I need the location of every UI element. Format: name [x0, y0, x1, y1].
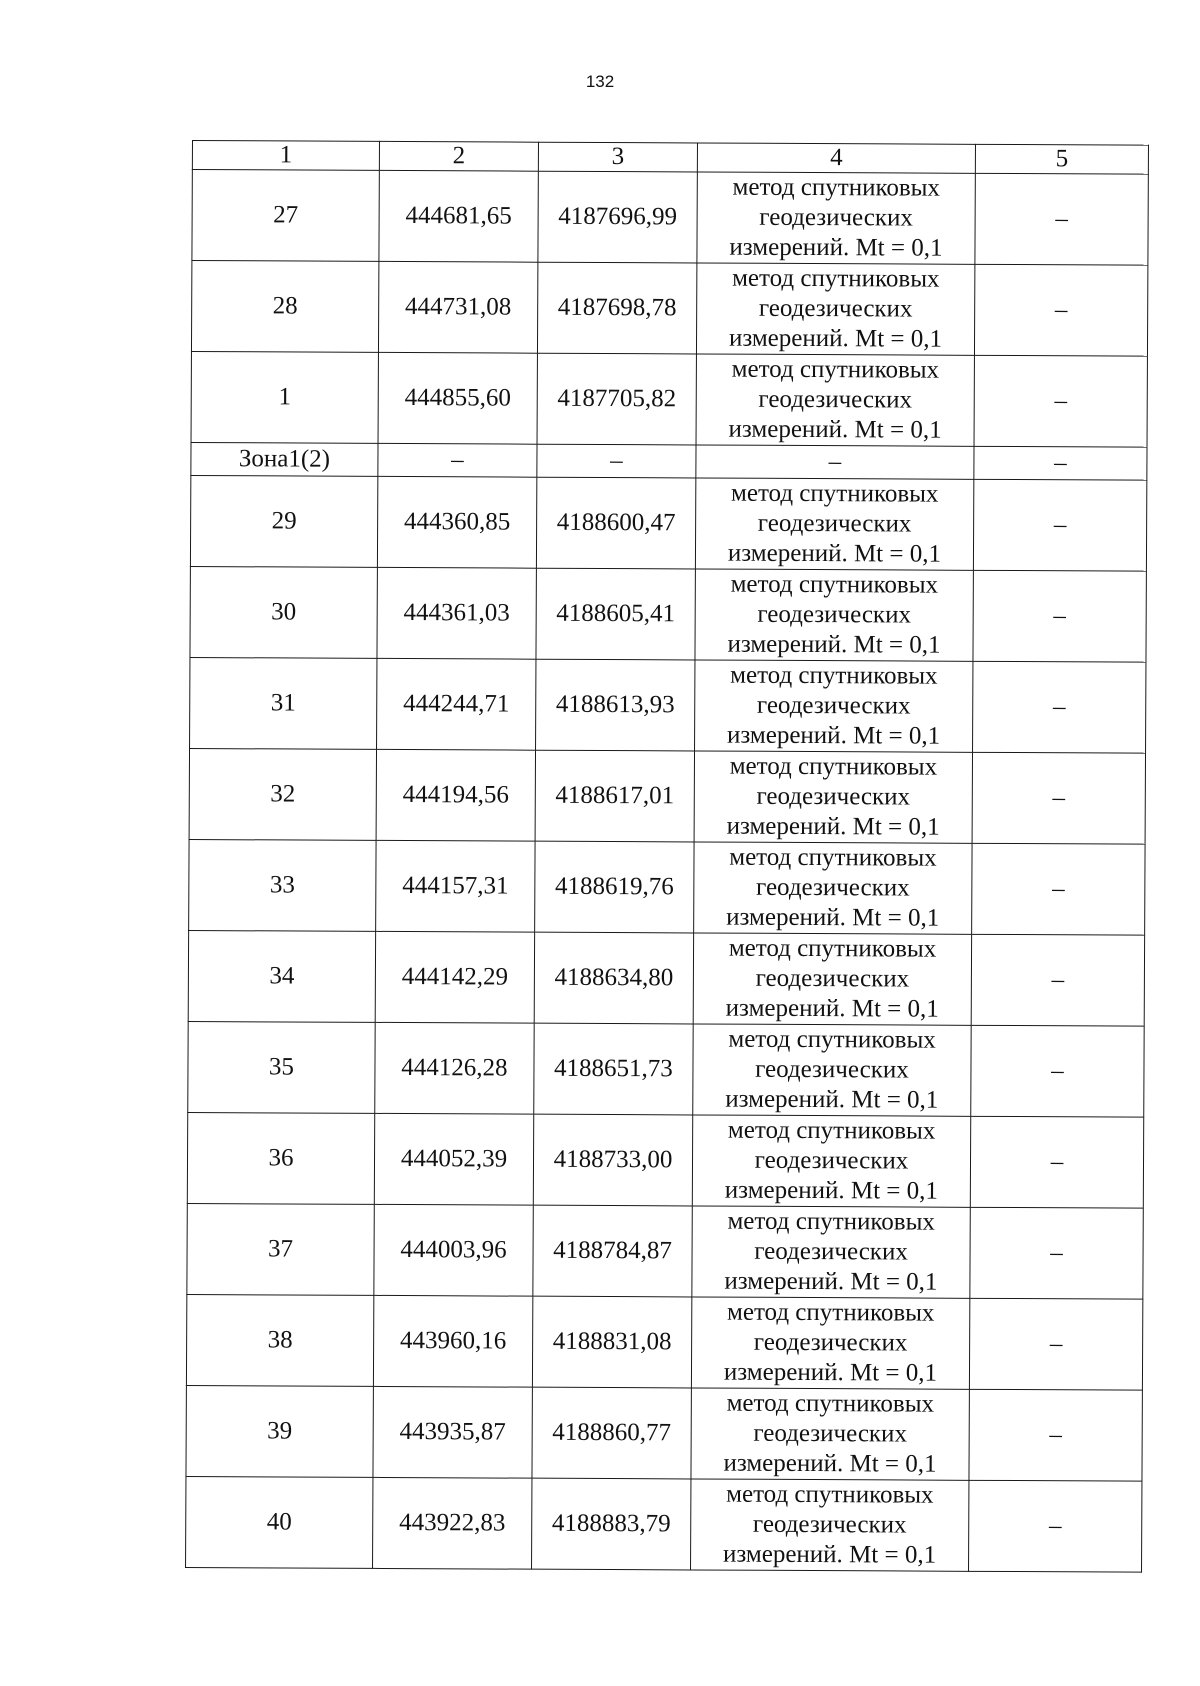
y-coordinate-cell: 4188617,01	[535, 750, 694, 842]
y-coordinate-cell: 4188651,73	[534, 1023, 693, 1115]
method-line: измерений. Mt = 0,1	[727, 539, 942, 568]
note-cell: –	[975, 173, 1148, 265]
y-coordinate-cell: 4188831,08	[532, 1296, 691, 1388]
point-number-cell: 39	[186, 1385, 373, 1477]
method-line: метод спутниковых	[732, 173, 941, 202]
method-cell	[691, 1479, 969, 1571]
method-line: геодезических	[757, 600, 912, 629]
method-line: метод спутниковых	[729, 752, 938, 781]
coordinates-table	[185, 140, 1149, 1573]
header-cell-1: 1	[192, 141, 379, 171]
method-cell	[697, 172, 975, 264]
method-cell	[693, 1024, 971, 1116]
table-row	[186, 1294, 1142, 1390]
x-coordinate-cell: 444855,60	[378, 352, 537, 444]
method-line: измерений. Mt = 0,1	[728, 324, 943, 353]
y-coordinate-cell: 4188613,93	[536, 659, 695, 751]
method-line: геодезических	[758, 385, 913, 414]
method-line: метод спутниковых	[727, 1116, 936, 1145]
method-line: геодезических	[758, 294, 913, 323]
note-cell: –	[970, 1207, 1143, 1299]
x-coordinate-cell: 444052,39	[374, 1113, 533, 1205]
header-cell-4: 4	[697, 143, 975, 173]
method-line: геодезических	[756, 782, 911, 811]
method-cell	[695, 478, 973, 570]
note-cell: –	[971, 934, 1144, 1026]
method-line: метод спутниковых	[727, 1298, 935, 1327]
x-coordinate-cell: 443922,83	[373, 1477, 532, 1569]
note-cell: –	[973, 661, 1146, 753]
y-coordinate-cell: 4187698,78	[537, 262, 696, 354]
method-line: геодезических	[754, 1237, 908, 1266]
x-coordinate-cell: 444731,08	[378, 261, 537, 353]
coordinates-table-body	[186, 141, 1149, 1573]
y-coordinate-cell: 4188784,87	[533, 1205, 692, 1297]
table-row	[186, 1385, 1142, 1481]
method-cell	[692, 1206, 970, 1298]
y-coordinate-cell: 4187696,99	[538, 171, 697, 263]
header-cell-2: 2	[379, 141, 538, 171]
x-coordinate-cell: 444244,71	[377, 658, 536, 750]
note-cell: –	[974, 264, 1147, 356]
zone-dash-cell: –	[378, 443, 537, 477]
method-line: измерений. Mt = 0,1	[722, 1540, 937, 1569]
table-row	[190, 657, 1146, 753]
x-coordinate-cell: 444003,96	[374, 1204, 533, 1296]
point-number-cell: 38	[186, 1294, 373, 1386]
zone-dash-cell: –	[696, 445, 974, 479]
note-cell: –	[969, 1298, 1142, 1390]
table-row	[186, 1476, 1142, 1572]
x-coordinate-cell: 444194,56	[376, 749, 535, 841]
method-line: измерений. Mt = 0,1	[728, 415, 942, 444]
note-cell: –	[969, 1389, 1142, 1481]
y-coordinate-cell: 4188600,47	[536, 477, 695, 569]
x-coordinate-cell: 444361,03	[377, 567, 536, 659]
zone-dash-cell: –	[537, 444, 696, 478]
point-number-cell: 31	[190, 657, 377, 749]
method-line: геодезических	[755, 1055, 909, 1084]
point-number-cell: 1	[191, 351, 378, 443]
table-row	[192, 170, 1148, 266]
method-line: геодезических	[753, 1328, 908, 1357]
point-number-cell: 29	[190, 475, 377, 567]
y-coordinate-cell: 4188883,79	[532, 1478, 691, 1570]
method-line: измерений. Mt = 0,1	[727, 630, 941, 659]
y-coordinate-cell: 4188619,76	[535, 841, 694, 933]
note-cell: –	[970, 1116, 1143, 1208]
point-number-cell: 33	[189, 839, 376, 931]
table-row	[189, 748, 1145, 844]
method-line: метод спутниковых	[730, 570, 939, 599]
table-row	[188, 1021, 1144, 1117]
note-cell: –	[971, 1025, 1144, 1117]
method-cell	[695, 660, 973, 752]
table-row	[190, 566, 1146, 662]
method-line: метод спутниковых	[732, 264, 940, 293]
table-header-row	[192, 141, 1148, 175]
method-cell	[696, 354, 974, 446]
x-coordinate-cell: 443960,16	[373, 1295, 532, 1387]
method-line: геодезических	[755, 873, 910, 902]
method-cell	[696, 263, 974, 355]
method-cell	[695, 569, 973, 661]
method-cell	[693, 933, 971, 1025]
table-row	[191, 261, 1147, 357]
method-line: геодезических	[753, 1419, 908, 1448]
note-cell: –	[973, 479, 1146, 571]
method-cell	[692, 1115, 970, 1207]
note-cell: –	[972, 752, 1145, 844]
method-line: геодезических	[759, 203, 913, 232]
x-coordinate-cell: 444360,85	[377, 476, 536, 568]
method-line: измерений. Mt = 0,1	[724, 1176, 938, 1205]
zone-row	[191, 442, 1147, 480]
y-coordinate-cell: 4188605,41	[536, 568, 695, 660]
x-coordinate-cell: 444142,29	[375, 931, 534, 1023]
method-cell	[694, 842, 972, 934]
x-coordinate-cell: 444157,31	[376, 840, 535, 932]
method-line: метод спутниковых	[728, 1025, 936, 1054]
header-cell-5: 5	[975, 144, 1148, 174]
method-line: геодезических	[755, 964, 910, 993]
y-coordinate-cell: 4188733,00	[533, 1114, 692, 1206]
method-line: геодезических	[754, 1146, 909, 1175]
table-row	[190, 475, 1146, 571]
method-line: измерений. Mt = 0,1	[724, 1267, 938, 1296]
method-line: измерений. Mt = 0,1	[726, 721, 941, 750]
point-number-cell: 34	[188, 930, 375, 1022]
point-number-cell: 36	[187, 1112, 374, 1204]
zone-label-cell: Зона1(2)	[191, 442, 378, 476]
method-line: метод спутниковых	[731, 355, 940, 384]
note-cell: –	[973, 570, 1146, 662]
method-line: измерений. Mt = 0,1	[725, 994, 939, 1023]
method-line: геодезических	[752, 1510, 907, 1539]
method-line: метод спутниковых	[726, 1389, 935, 1418]
method-line: метод спутниковых	[729, 843, 937, 872]
method-cell	[691, 1388, 969, 1480]
page-number: 132	[585, 72, 615, 91]
y-coordinate-cell: 4188634,80	[534, 932, 693, 1024]
point-number-cell: 40	[186, 1476, 373, 1568]
method-line: метод спутниковых	[727, 1207, 935, 1236]
y-coordinate-cell: 4187705,82	[537, 353, 696, 445]
point-number-cell: 30	[190, 566, 377, 658]
method-line: измерений. Mt = 0,1	[723, 1358, 938, 1387]
method-line: измерений. Mt = 0,1	[725, 1085, 939, 1114]
x-coordinate-cell: 443935,87	[373, 1386, 532, 1478]
method-line: измерений. Mt = 0,1	[726, 812, 940, 841]
note-cell: –	[974, 355, 1147, 447]
method-line: измерений. Mt = 0,1	[726, 903, 940, 932]
method-line: метод спутниковых	[730, 661, 938, 690]
x-coordinate-cell: 444681,65	[379, 170, 538, 262]
zone-dash-cell: –	[974, 446, 1147, 480]
method-line: метод спутниковых	[728, 934, 937, 963]
table-row	[189, 839, 1145, 935]
table-row	[187, 1112, 1143, 1208]
point-number-cell: 37	[187, 1203, 374, 1295]
method-line: измерений. Mt = 0,1	[729, 233, 943, 262]
note-cell: –	[972, 843, 1145, 935]
point-number-cell: 35	[188, 1021, 375, 1113]
table-row	[191, 351, 1147, 447]
method-line: измерений. Mt = 0,1	[723, 1449, 937, 1478]
table-row	[188, 930, 1144, 1026]
x-coordinate-cell: 444126,28	[375, 1022, 534, 1114]
point-number-cell: 32	[189, 748, 376, 840]
header-cell-3: 3	[538, 142, 697, 172]
method-line: метод спутниковых	[731, 479, 939, 508]
y-coordinate-cell: 4188860,77	[532, 1387, 691, 1479]
table-row	[187, 1203, 1143, 1299]
point-number-cell: 28	[191, 261, 378, 353]
note-cell: –	[969, 1480, 1142, 1572]
method-cell	[694, 751, 972, 843]
method-line: метод спутниковых	[726, 1480, 934, 1509]
point-number-cell: 27	[192, 170, 379, 262]
method-cell	[691, 1297, 969, 1389]
method-line: геодезических	[757, 509, 912, 538]
method-line: геодезических	[756, 691, 911, 720]
